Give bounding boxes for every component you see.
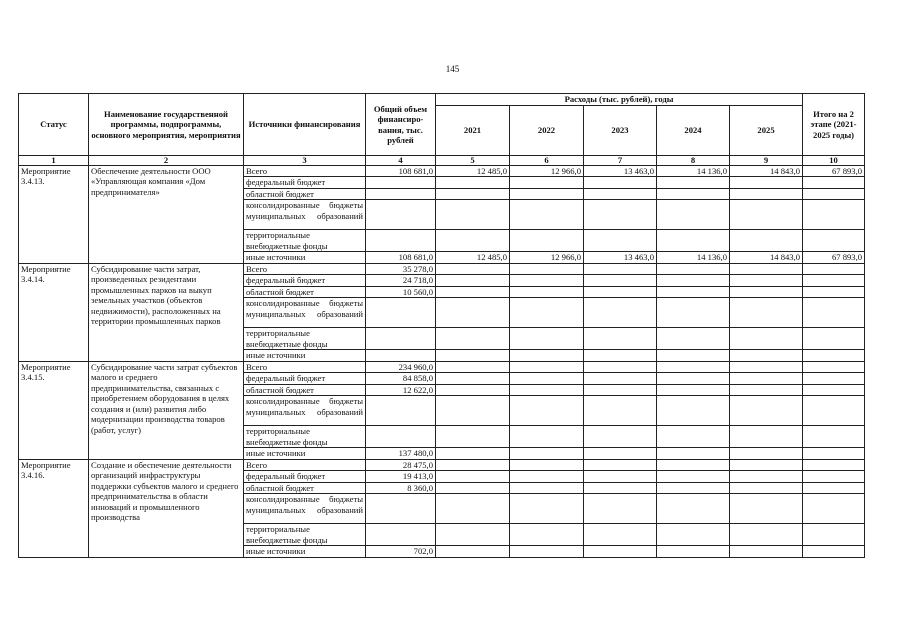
funding-source-cell: областной бюджет [244, 384, 366, 395]
funding-source-cell: иные источники [244, 448, 366, 459]
funding-source-cell: территориальные внебюджетные фонды [244, 230, 366, 252]
table-row [19, 263, 865, 274]
amount-cell-y2025 [730, 275, 803, 286]
amount-cell-stage [803, 494, 865, 524]
amount-cell-y2024 [657, 286, 730, 297]
amount-cell-y2022 [510, 384, 584, 395]
amount-cell-y2022 [510, 328, 584, 350]
budget-table [18, 93, 865, 558]
amount-cell-y2025 [730, 448, 803, 459]
amount-cell-y2021 [436, 230, 510, 252]
amount-cell-y2022 [510, 200, 584, 230]
header-year-2021: 2021 [436, 106, 510, 156]
amount-cell-y2023 [584, 448, 657, 459]
amount-cell-total: 28 475,0 [366, 459, 436, 470]
amount-cell-y2023 [584, 482, 657, 493]
amount-cell-y2022 [510, 482, 584, 493]
funding-source-cell: территориальные внебюджетные фонды [244, 328, 366, 350]
amount-cell-y2021 [436, 494, 510, 524]
column-index: 1 [19, 156, 89, 166]
amount-cell-total [366, 188, 436, 199]
amount-cell-y2022 [510, 275, 584, 286]
amount-cell-stage [803, 275, 865, 286]
funding-source-cell: федеральный бюджет [244, 373, 366, 384]
amount-cell-y2025 [730, 426, 803, 448]
header-stage-total: Итого на 2 этапе (2021-2025 годы) [803, 94, 865, 156]
amount-cell-y2021: 12 485,0 [436, 252, 510, 263]
funding-source-cell: консолидированные бюджеты муниципальных образований [244, 200, 366, 230]
amount-cell-y2024 [657, 426, 730, 448]
amount-cell-total [366, 177, 436, 188]
amount-cell-y2024 [657, 373, 730, 384]
amount-cell-y2022 [510, 396, 584, 426]
measure-name-cell: Обеспечение деятельности ООО «Управляющая компания «Дом предпринимателя» [89, 166, 244, 264]
amount-cell-y2023 [584, 230, 657, 252]
amount-cell-y2025 [730, 482, 803, 493]
amount-cell-y2023 [584, 286, 657, 297]
amount-cell-y2022 [510, 263, 584, 274]
amount-cell-total [366, 426, 436, 448]
amount-cell-y2023 [584, 328, 657, 350]
amount-cell-y2021 [436, 350, 510, 361]
amount-cell-y2022 [510, 459, 584, 470]
amount-cell-total: 108 681,0 [366, 252, 436, 263]
funding-source-cell: Всего [244, 361, 366, 372]
table-body [19, 156, 865, 558]
column-index: 4 [366, 156, 436, 166]
amount-cell-y2023 [584, 546, 657, 557]
amount-cell-y2022 [510, 448, 584, 459]
amount-cell-y2021 [436, 200, 510, 230]
amount-cell-y2021 [436, 177, 510, 188]
amount-cell-stage [803, 361, 865, 372]
amount-cell-y2024: 14 136,0 [657, 252, 730, 263]
amount-cell-y2025 [730, 524, 803, 546]
amount-cell-y2025 [730, 230, 803, 252]
amount-cell-stage [803, 188, 865, 199]
amount-cell-y2023 [584, 188, 657, 199]
amount-cell-y2022 [510, 230, 584, 252]
funding-source-cell: федеральный бюджет [244, 177, 366, 188]
funding-source-cell: Всего [244, 263, 366, 274]
measure-name-cell: Создание и обеспечение деятельности организаций инфраструктуры поддержки субъектов малого и среднего предпринимательства в области инноваций и промышленного производства [89, 459, 244, 557]
measure-name-cell: Субсидирование части затрат субъектов малого и среднего предпринимательства, связанных с приобретением оборудования в целях создания и (или) развития либо модернизации производства товаров (работ, услуг) [89, 361, 244, 459]
amount-cell-y2021 [436, 471, 510, 482]
amount-cell-y2021: 12 485,0 [436, 166, 510, 177]
amount-cell-total [366, 494, 436, 524]
funding-source-cell: консолидированные бюджеты муниципальных образований [244, 396, 366, 426]
funding-source-cell: Всего [244, 166, 366, 177]
status-cell: Мероприятие 3.4.14. [19, 263, 89, 361]
amount-cell-y2024 [657, 298, 730, 328]
amount-cell-total [366, 230, 436, 252]
header-total: Общий объем финансиро-вания, тыс. рублей [366, 94, 436, 156]
amount-cell-total [366, 200, 436, 230]
measure-name-cell: Субсидирование части затрат, произведенных резидентами промышленных парков на выкуп земельных участков (объектов недвижимости), расположенных на территории промышленных парков [89, 263, 244, 361]
amount-cell-y2024 [657, 177, 730, 188]
table-row [19, 166, 865, 177]
amount-cell-y2023: 13 463,0 [584, 252, 657, 263]
amount-cell-stage [803, 426, 865, 448]
amount-cell-y2025 [730, 471, 803, 482]
amount-cell-y2022 [510, 298, 584, 328]
header-row-1 [19, 94, 865, 106]
amount-cell-y2022 [510, 286, 584, 297]
amount-cell-y2025 [730, 350, 803, 361]
amount-cell-y2024 [657, 482, 730, 493]
amount-cell-stage: 67 893,0 [803, 252, 865, 263]
amount-cell-y2021 [436, 298, 510, 328]
amount-cell-y2022 [510, 494, 584, 524]
amount-cell-y2021 [436, 328, 510, 350]
amount-cell-stage [803, 230, 865, 252]
amount-cell-total: 19 413,0 [366, 471, 436, 482]
amount-cell-y2023 [584, 459, 657, 470]
amount-cell-y2021 [436, 361, 510, 372]
amount-cell-y2025 [730, 459, 803, 470]
amount-cell-y2021 [436, 188, 510, 199]
column-index: 2 [89, 156, 244, 166]
status-cell: Мероприятие 3.4.13. [19, 166, 89, 264]
amount-cell-y2025 [730, 263, 803, 274]
amount-cell-y2024 [657, 230, 730, 252]
amount-cell-stage [803, 328, 865, 350]
funding-source-cell: областной бюджет [244, 286, 366, 297]
amount-cell-y2022 [510, 373, 584, 384]
amount-cell-y2022 [510, 546, 584, 557]
column-index: 5 [436, 156, 510, 166]
amount-cell-y2023 [584, 373, 657, 384]
amount-cell-y2021 [436, 482, 510, 493]
amount-cell-y2023 [584, 263, 657, 274]
amount-cell-y2022: 12 966,0 [510, 252, 584, 263]
amount-cell-stage [803, 177, 865, 188]
amount-cell-y2025 [730, 494, 803, 524]
amount-cell-y2024 [657, 263, 730, 274]
amount-cell-y2021 [436, 373, 510, 384]
amount-cell-stage: 67 893,0 [803, 166, 865, 177]
funding-source-cell: иные источники [244, 546, 366, 557]
amount-cell-y2025 [730, 188, 803, 199]
amount-cell-stage [803, 448, 865, 459]
amount-cell-y2023 [584, 177, 657, 188]
amount-cell-y2023 [584, 494, 657, 524]
funding-source-cell: областной бюджет [244, 188, 366, 199]
amount-cell-total: 137 480,0 [366, 448, 436, 459]
funding-source-cell: иные источники [244, 350, 366, 361]
amount-cell-stage [803, 396, 865, 426]
amount-cell-y2025 [730, 328, 803, 350]
amount-cell-y2021 [436, 524, 510, 546]
amount-cell-total [366, 350, 436, 361]
amount-cell-stage [803, 482, 865, 493]
amount-cell-total: 10 560,0 [366, 286, 436, 297]
amount-cell-total: 234 960,0 [366, 361, 436, 372]
column-index: 10 [803, 156, 865, 166]
amount-cell-y2025 [730, 286, 803, 297]
amount-cell-y2021 [436, 263, 510, 274]
column-index-row [19, 156, 865, 166]
amount-cell-y2021 [436, 546, 510, 557]
column-index: 6 [510, 156, 584, 166]
column-index: 9 [730, 156, 803, 166]
header-status: Статус [19, 94, 89, 156]
amount-cell-y2022 [510, 350, 584, 361]
funding-source-cell: федеральный бюджет [244, 275, 366, 286]
status-cell: Мероприятие 3.4.16. [19, 459, 89, 557]
amount-cell-stage [803, 263, 865, 274]
amount-cell-stage [803, 200, 865, 230]
amount-cell-y2022 [510, 177, 584, 188]
column-index: 8 [657, 156, 730, 166]
amount-cell-y2023 [584, 524, 657, 546]
amount-cell-total [366, 298, 436, 328]
amount-cell-y2024 [657, 459, 730, 470]
amount-cell-y2025 [730, 177, 803, 188]
funding-source-cell: иные источники [244, 252, 366, 263]
amount-cell-y2023 [584, 384, 657, 395]
header-year-2024: 2024 [657, 106, 730, 156]
amount-cell-y2023 [584, 350, 657, 361]
amount-cell-y2025: 14 843,0 [730, 166, 803, 177]
amount-cell-total [366, 328, 436, 350]
amount-cell-y2024 [657, 546, 730, 557]
amount-cell-y2023 [584, 200, 657, 230]
header-year-2023: 2023 [584, 106, 657, 156]
funding-source-cell: Всего [244, 459, 366, 470]
header-year-2022: 2022 [510, 106, 584, 156]
funding-source-cell: территориальные внебюджетные фонды [244, 524, 366, 546]
amount-cell-stage [803, 350, 865, 361]
amount-cell-y2021 [436, 275, 510, 286]
table-row [19, 459, 865, 470]
amount-cell-y2022: 12 966,0 [510, 166, 584, 177]
amount-cell-y2022 [510, 471, 584, 482]
amount-cell-stage [803, 298, 865, 328]
column-index: 3 [244, 156, 366, 166]
header-name: Наименование государственной программы, подпрограммы, основного мероприятия, мероприятия [89, 94, 244, 156]
amount-cell-y2024 [657, 471, 730, 482]
amount-cell-y2023 [584, 298, 657, 328]
amount-cell-y2024 [657, 494, 730, 524]
amount-cell-y2021 [436, 396, 510, 426]
amount-cell-total: 108 681,0 [366, 166, 436, 177]
amount-cell-total [366, 524, 436, 546]
amount-cell-total: 24 718,0 [366, 275, 436, 286]
amount-cell-y2022 [510, 188, 584, 199]
amount-cell-y2024 [657, 384, 730, 395]
amount-cell-total: 35 278,0 [366, 263, 436, 274]
amount-cell-total: 84 858,0 [366, 373, 436, 384]
amount-cell-y2024 [657, 350, 730, 361]
amount-cell-y2025 [730, 396, 803, 426]
amount-cell-y2023 [584, 396, 657, 426]
table-row [19, 361, 865, 372]
amount-cell-stage [803, 471, 865, 482]
header-sources: Источники финансирования [244, 94, 366, 156]
amount-cell-stage [803, 373, 865, 384]
amount-cell-y2022 [510, 361, 584, 372]
status-cell: Мероприятие 3.4.15. [19, 361, 89, 459]
amount-cell-y2024 [657, 361, 730, 372]
header-year-2025: 2025 [730, 106, 803, 156]
amount-cell-y2025: 14 843,0 [730, 252, 803, 263]
amount-cell-y2025 [730, 200, 803, 230]
amount-cell-stage [803, 546, 865, 557]
amount-cell-y2024 [657, 188, 730, 199]
amount-cell-total: 702,0 [366, 546, 436, 557]
funding-source-cell: федеральный бюджет [244, 471, 366, 482]
funding-source-cell: консолидированные бюджеты муниципальных образований [244, 298, 366, 328]
amount-cell-y2021 [436, 426, 510, 448]
amount-cell-y2023 [584, 471, 657, 482]
amount-cell-y2025 [730, 384, 803, 395]
amount-cell-stage [803, 286, 865, 297]
amount-cell-y2024 [657, 524, 730, 546]
header-expenses-group: Расходы (тыс. рублей), годы [436, 94, 803, 106]
funding-source-cell: территориальные внебюджетные фонды [244, 426, 366, 448]
page-number: 145 [445, 64, 460, 74]
amount-cell-y2024: 14 136,0 [657, 166, 730, 177]
amount-cell-y2025 [730, 546, 803, 557]
amount-cell-y2024 [657, 328, 730, 350]
amount-cell-stage [803, 384, 865, 395]
funding-source-cell: областной бюджет [244, 482, 366, 493]
amount-cell-y2022 [510, 426, 584, 448]
amount-cell-y2023 [584, 275, 657, 286]
amount-cell-y2023: 13 463,0 [584, 166, 657, 177]
amount-cell-y2021 [436, 384, 510, 395]
amount-cell-y2021 [436, 286, 510, 297]
amount-cell-y2024 [657, 275, 730, 286]
amount-cell-total: 8 360,0 [366, 482, 436, 493]
amount-cell-y2023 [584, 361, 657, 372]
amount-cell-y2025 [730, 373, 803, 384]
amount-cell-y2024 [657, 448, 730, 459]
amount-cell-y2023 [584, 426, 657, 448]
amount-cell-y2024 [657, 200, 730, 230]
amount-cell-y2024 [657, 396, 730, 426]
amount-cell-y2025 [730, 298, 803, 328]
amount-cell-y2021 [436, 459, 510, 470]
amount-cell-y2021 [436, 448, 510, 459]
amount-cell-y2025 [730, 361, 803, 372]
amount-cell-y2022 [510, 524, 584, 546]
amount-cell-total [366, 396, 436, 426]
amount-cell-stage [803, 459, 865, 470]
funding-source-cell: консолидированные бюджеты муниципальных образований [244, 494, 366, 524]
amount-cell-total: 12 622,0 [366, 384, 436, 395]
column-index: 7 [584, 156, 657, 166]
amount-cell-stage [803, 524, 865, 546]
